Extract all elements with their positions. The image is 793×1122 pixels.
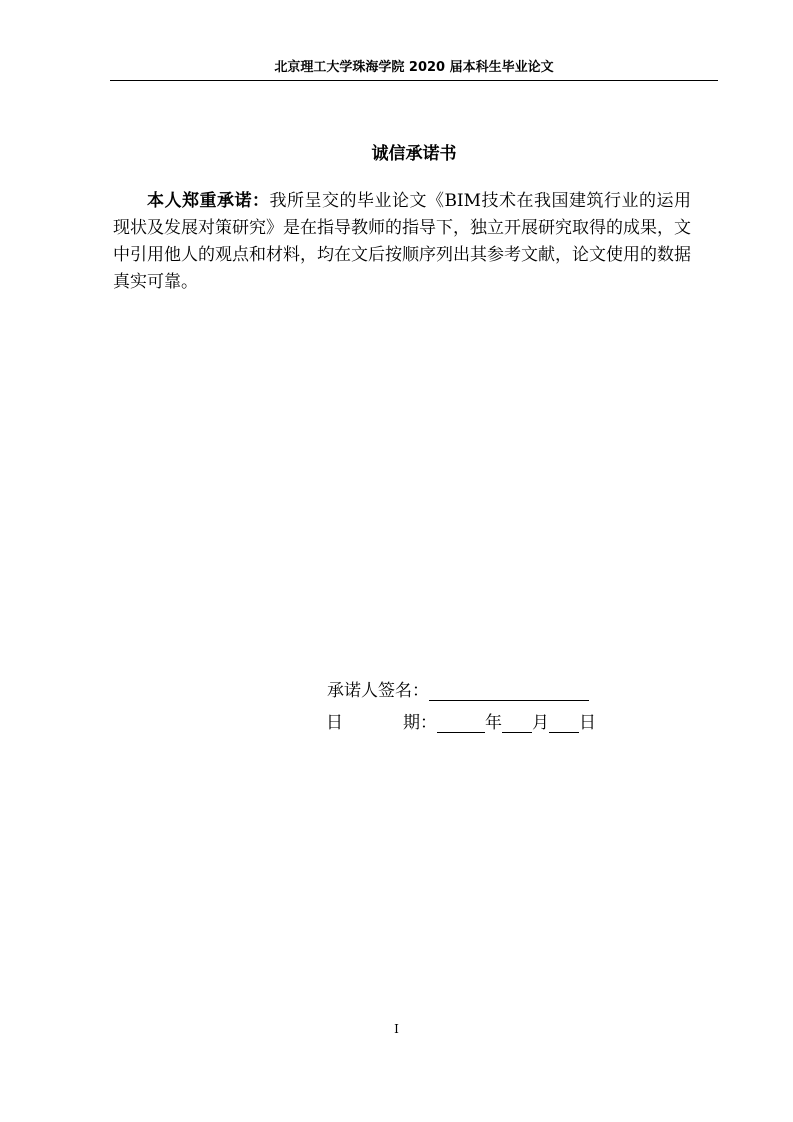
page-number: I <box>394 1022 399 1036</box>
day-label: 日 <box>579 713 596 733</box>
document-title: 诚信承诺书 <box>371 144 457 164</box>
signature-label: 承诺人签名： <box>327 681 429 701</box>
pledge-body: 我所呈交的毕业论文《BIM技术在我国建筑行业的运用现状及发展对策研究》是在指导教师的指导下，独立开展研究取得的成果，文中引用他人的观点和材料，均在文后按顺序列出其参考文献，论文使用的数据真实可靠。 <box>113 191 692 292</box>
signature-row <box>327 676 589 701</box>
pledge-paragraph <box>113 188 691 296</box>
signature-line[interactable] <box>429 682 589 701</box>
date-label-first: 日 <box>326 713 343 733</box>
year-label: 年 <box>485 713 502 733</box>
day-blank[interactable] <box>549 714 579 733</box>
date-label-second: 期： <box>403 713 437 733</box>
year-blank[interactable] <box>437 714 485 733</box>
date-row <box>326 708 596 733</box>
header-rule <box>110 80 718 81</box>
month-blank[interactable] <box>502 714 532 733</box>
page-header: 北京理工大学珠海学院 2020 届本科生毕业论文 <box>274 60 554 75</box>
month-label: 月 <box>532 713 549 733</box>
pledge-lead: 本人郑重承诺： <box>147 191 270 211</box>
